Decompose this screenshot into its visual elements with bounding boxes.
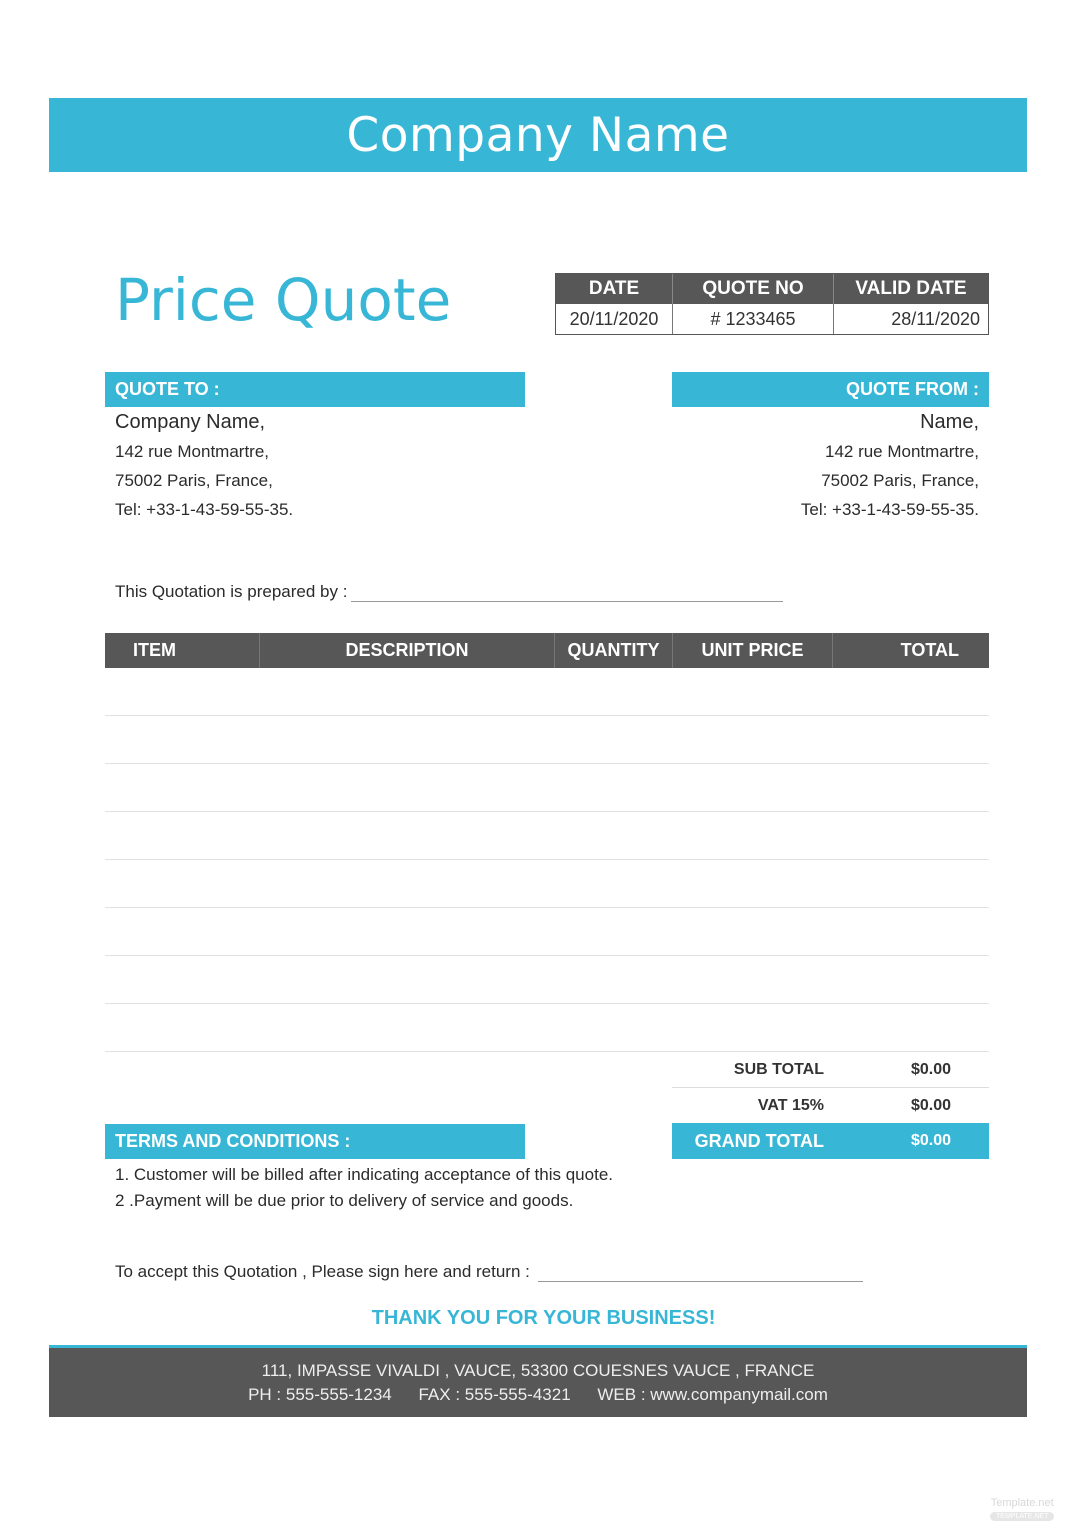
- valid-date-header: VALID DATE: [855, 278, 967, 299]
- quote-from-address: [672, 408, 979, 524]
- table-row[interactable]: [105, 716, 989, 764]
- valid-date-value: 28/11/2020: [891, 308, 980, 329]
- subtotal-label: SUB TOTAL: [733, 1060, 824, 1078]
- footer-phone: PH : 555-555-1234: [248, 1384, 392, 1404]
- items-header-row: [105, 633, 989, 668]
- watermark-badge: TEMPLATE.NET: [990, 1512, 1054, 1521]
- quote-no-value: # 1233465: [673, 304, 834, 334]
- address-line: Name,: [920, 411, 979, 433]
- table-row[interactable]: [105, 908, 989, 956]
- address-line: 75002 Paris, France,: [821, 471, 979, 490]
- thank-you-message: THANK YOU FOR YOUR BUSINESS!: [371, 1307, 716, 1329]
- column-description: DESCRIPTION: [260, 633, 555, 668]
- table-row[interactable]: [105, 956, 989, 1004]
- quote-to-heading: QUOTE TO :: [105, 372, 525, 407]
- accept-signature: [115, 1262, 863, 1282]
- terms-heading: TERMS AND CONDITIONS :: [105, 1124, 525, 1159]
- watermark-text: Template.net: [990, 1497, 1054, 1509]
- table-row[interactable]: [105, 860, 989, 908]
- prepared-by-label: This Quotation is prepared by :: [115, 582, 348, 601]
- address-line: Tel: +33-1-43-59-55-35.: [115, 500, 294, 519]
- subtotal-row: [672, 1052, 989, 1088]
- grand-total-row: [672, 1123, 989, 1159]
- accept-label: To accept this Quotation , Please sign here and return :: [115, 1262, 530, 1281]
- address-line: 142 rue Montmartre,: [115, 442, 270, 461]
- vat-label: VAT 15%: [757, 1096, 824, 1114]
- footer-fax: FAX : 555-555-4321: [418, 1384, 571, 1404]
- prepared-by: [115, 582, 783, 602]
- quote-no-header: QUOTE NO: [673, 274, 834, 304]
- address-line: 75002 Paris, France,: [115, 471, 273, 490]
- company-name: Company Name: [346, 107, 730, 163]
- address-line: Company Name,: [115, 411, 266, 433]
- watermark: [990, 1497, 1054, 1521]
- date-header: DATE: [556, 274, 673, 304]
- column-item: ITEM: [105, 633, 260, 668]
- meta-header-row: [556, 274, 988, 304]
- document-title: Price Quote: [115, 266, 452, 334]
- table-row[interactable]: [105, 812, 989, 860]
- totals-block: [672, 1052, 989, 1159]
- quote-meta-table: [555, 273, 989, 335]
- signature-field[interactable]: [538, 1265, 863, 1282]
- quote-to-address: [115, 408, 293, 524]
- header-banner: [49, 98, 1027, 172]
- prepared-by-field[interactable]: [351, 583, 783, 602]
- column-unit-price: UNIT PRICE: [673, 633, 833, 668]
- footer-web: WEB : www.companymail.com: [597, 1384, 828, 1404]
- meta-value-row: [556, 304, 988, 334]
- terms-list: [115, 1162, 613, 1214]
- terms-item: 2 .Payment will be due prior to delivery of service and goods.: [115, 1191, 574, 1210]
- terms-item: 1. Customer will be billed after indicating acceptance of this quote.: [115, 1165, 613, 1184]
- subtotal-value: $0.00: [910, 1060, 951, 1078]
- vat-value: $0.00: [910, 1096, 951, 1114]
- address-line: Tel: +33-1-43-59-55-35.: [800, 500, 979, 519]
- column-quantity: QUANTITY: [555, 633, 673, 668]
- date-value: 20/11/2020: [556, 304, 673, 334]
- footer-address: 111, IMPASSE VIVALDI , VAUCE, 53300 COUESNES VAUCE , FRANCE: [261, 1360, 815, 1380]
- grand-total-value: $0.00: [910, 1132, 951, 1149]
- address-line: 142 rue Montmartre,: [824, 442, 979, 461]
- table-row[interactable]: [105, 1004, 989, 1052]
- quote-from-heading: QUOTE FROM :: [672, 372, 989, 407]
- grand-total-label: GRAND TOTAL: [694, 1130, 824, 1151]
- footer-contact: [237, 1383, 839, 1407]
- table-row[interactable]: [105, 668, 989, 716]
- table-row[interactable]: [105, 764, 989, 812]
- items-table: [105, 633, 989, 1052]
- footer: [49, 1345, 1027, 1417]
- column-total: TOTAL: [900, 640, 959, 660]
- vat-row: [672, 1088, 989, 1123]
